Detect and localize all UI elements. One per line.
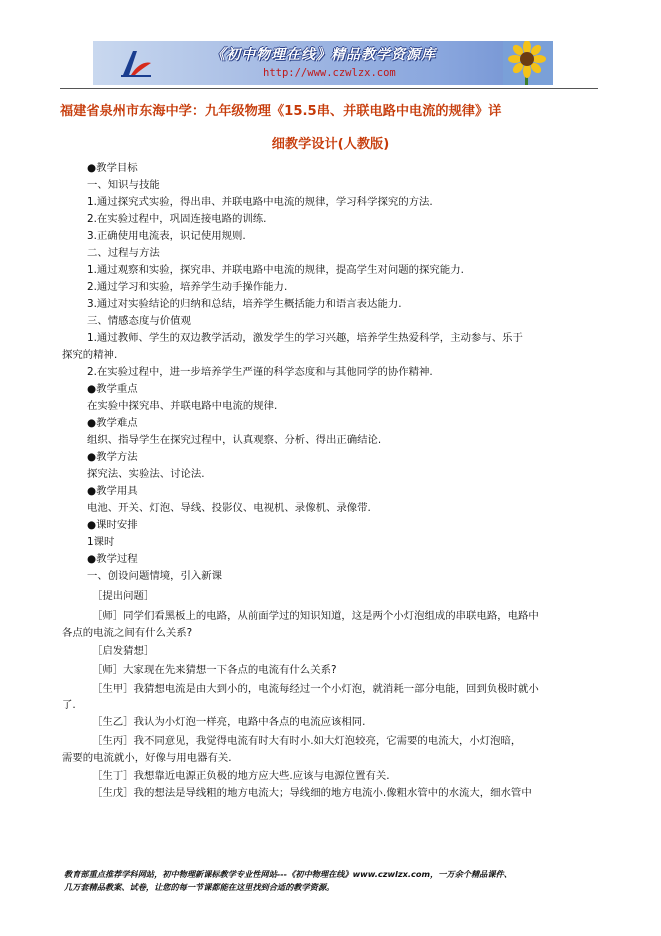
section-heading: ●教学重点 (87, 383, 138, 395)
section-heading: ●课时安排 (87, 519, 138, 531)
body-line: 了. (62, 699, 76, 711)
site-logo-icon (119, 47, 153, 79)
body-line: 探究法、实验法、讨论法. (87, 468, 205, 480)
banner-title: 《初中物理在线》精品教学资源库 (211, 47, 436, 63)
body-line: 1.通过教师、学生的双边教学活动，激发学生的学习兴趣，培养学生热爱科学，主动参与、乐于 (87, 332, 523, 344)
subsection-heading: 三、情感态度与价值观 (87, 315, 191, 327)
banner-url[interactable]: http://www.czwlzx.com (263, 67, 396, 79)
body-line: ［师］大家现在先来猜想一下各点的电流有什么关系? (92, 664, 337, 676)
body-line: ［提出问题］ (92, 590, 155, 602)
body-line: 2.在实验过程中，巩固连接电路的训练. (87, 213, 267, 225)
document-title-line2: 细教学设计(人教版) (271, 137, 390, 152)
body-line: ［生戊］我的想法是导线粗的地方电流大；导线细的地方电流小.像粗水管中的水流大，细水管中 (92, 787, 532, 799)
body-line: ［启发猜想］ (92, 645, 155, 657)
body-line: ［生丁］我想靠近电源正负极的地方应大些.应该与电源位置有关. (92, 770, 390, 782)
body-line: ［师］同学们看黑板上的电路，从前面学过的知识知道，这是两个小灯泡组成的串联电路，电路中 (92, 610, 539, 622)
body-line: ［生甲］我猜想电流是由大到小的，电流每经过一个小灯泡，就消耗一部分电能，回到负极时就小 (92, 683, 539, 695)
body-line: 3.通过对实验结论的归纳和总结，培养学生概括能力和语言表达能力. (87, 298, 402, 310)
site-banner (93, 41, 553, 85)
section-heading: ●教学目标 (87, 162, 138, 174)
section-heading: ●教学过程 (87, 553, 138, 565)
header-rule (60, 88, 598, 89)
body-line: 2.在实验过程中，进一步培养学生严谨的科学态度和与其他同学的协作精神. (87, 366, 433, 378)
body-line: 3.正确使用电流表，识记使用规则. (87, 230, 246, 242)
body-line: 需要的电流就小，好像与用电器有关. (62, 752, 232, 764)
body-line: 1.通过探究式实验，得出串、并联电路中电流的规律，学习科学探究的方法. (87, 196, 433, 208)
subsection-heading: 二、过程与方法 (87, 247, 160, 259)
body-line: 2.通过学习和实验，培养学生动手操作能力. (87, 281, 288, 293)
body-line: 各点的电流之间有什么关系? (62, 627, 193, 639)
section-heading: ●教学用具 (87, 485, 138, 497)
body-line: 探究的精神. (62, 349, 118, 361)
body-line: 组织、指导学生在探究过程中，认真观察、分析、得出正确结论. (87, 434, 382, 446)
section-heading: ●教学方法 (87, 451, 138, 463)
body-line: 1课时 (87, 536, 115, 548)
sunflower-icon (503, 41, 553, 85)
footer-line1: 教育部重点推荐学科网站，初中物理新课标教学专业性网站---《初中物理在线》www.czwlzx.com，一万余个精品课件、 (64, 869, 512, 879)
page-footer (64, 868, 604, 894)
subsection-heading: 一、知识与技能 (87, 179, 160, 191)
subsection-heading: 一、创设问题情境，引入新课 (87, 570, 223, 582)
section-heading: ●教学难点 (87, 417, 138, 429)
footer-line2: 几万套精品教案、试卷，让您的每一节课都能在这里找到合适的教学资源。 (64, 882, 335, 892)
document-title-line1: 福建省泉州市东海中学：九年级物理《15.5串、并联电路中电流的规律》详 (60, 104, 502, 119)
body-line: 在实验中探究串、并联电路中电流的规律. (87, 400, 278, 412)
body-line: ［生乙］我认为小灯泡一样亮，电路中各点的电流应该相同. (92, 716, 366, 728)
body-line: ［生丙］我不同意见，我觉得电流有时大有时小.如大灯泡较亮，它需要的电流大，小灯泡暗， (92, 735, 522, 747)
body-line: 1.通过观察和实验，探究串、并联电路中电流的规律，提高学生对问题的探究能力. (87, 264, 464, 276)
body-line: 电池、开关、灯泡、导线、投影仪、电视机、录像机、录像带. (87, 502, 371, 514)
